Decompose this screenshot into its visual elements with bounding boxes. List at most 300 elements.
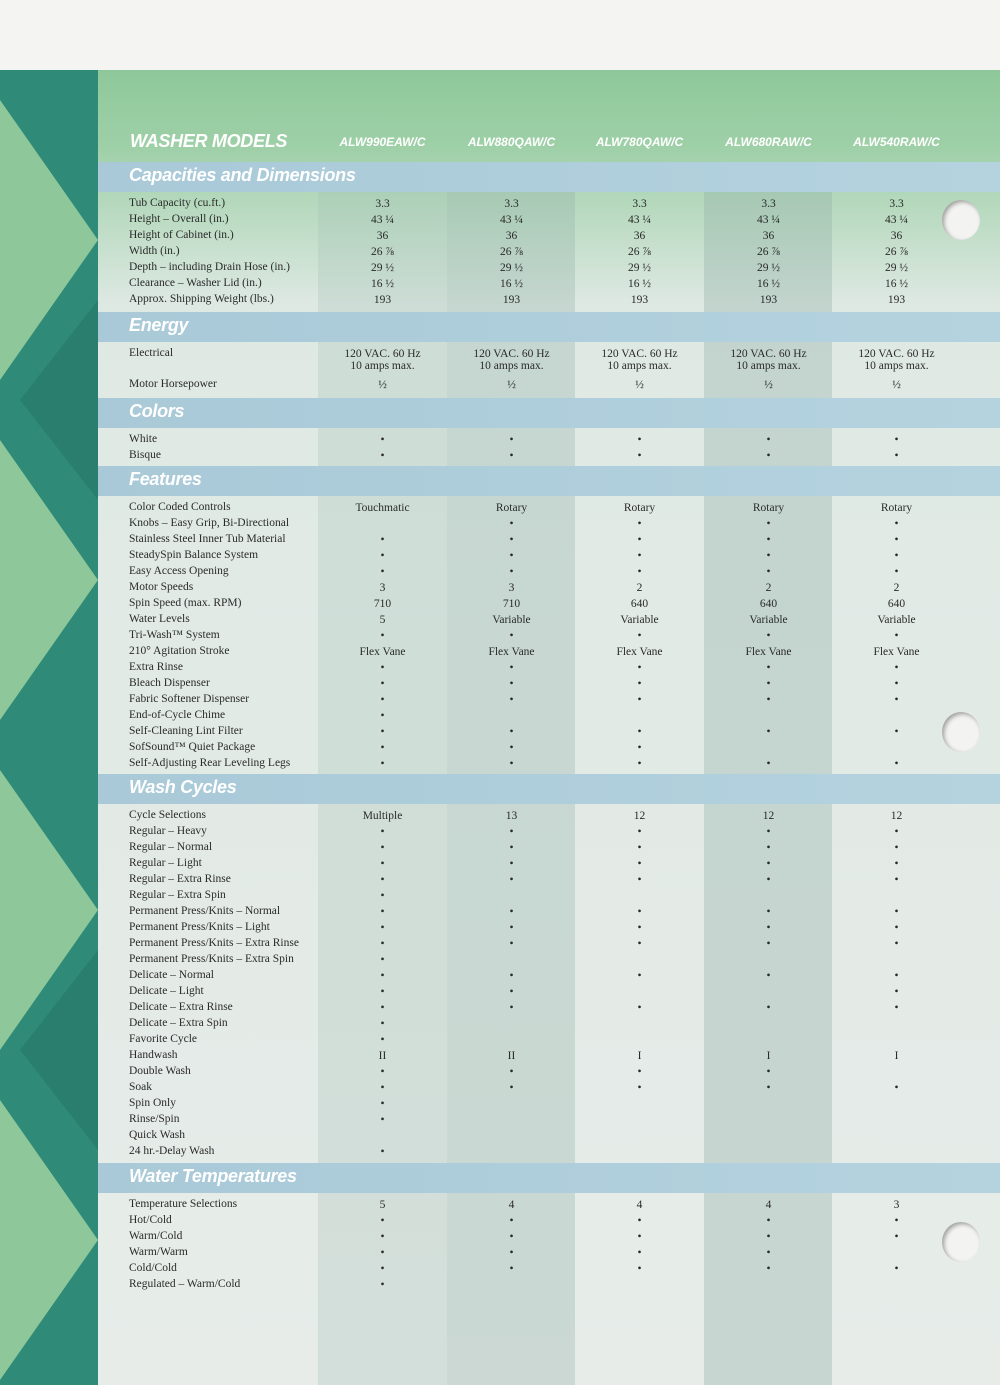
spec-label: Motor Horsepower bbox=[129, 378, 217, 390]
spec-value: 29 ½ bbox=[371, 262, 394, 274]
spec-row bbox=[98, 1001, 1000, 1017]
spec-label: End-of-Cycle Chime bbox=[129, 709, 226, 721]
spec-value: 3.3 bbox=[632, 198, 647, 210]
spec-label: Soak bbox=[129, 1081, 152, 1093]
spec-value: • bbox=[637, 1263, 642, 1275]
spec-value: 43 ¼ bbox=[757, 214, 780, 226]
spec-row bbox=[98, 581, 1000, 597]
spec-value: • bbox=[766, 1263, 771, 1275]
spec-value: • bbox=[380, 630, 385, 642]
spec-label: Extra Rinse bbox=[129, 661, 183, 673]
spec-row bbox=[98, 1246, 1000, 1262]
spec-value: • bbox=[766, 970, 771, 982]
spec-value: 26 ⅞ bbox=[757, 246, 780, 258]
spec-row bbox=[98, 985, 1000, 1001]
spec-value: Flex Vane bbox=[873, 646, 920, 658]
spec-row bbox=[98, 213, 1000, 229]
spec-row bbox=[98, 245, 1000, 261]
spec-value: • bbox=[894, 906, 899, 918]
model-name: ALW880QAW/C bbox=[467, 135, 556, 149]
spec-row bbox=[98, 1065, 1000, 1081]
spec-value: 3.3 bbox=[504, 198, 519, 210]
spec-value: • bbox=[766, 566, 771, 578]
spec-value: 120 VAC. 60 Hz bbox=[601, 348, 678, 360]
spec-value: • bbox=[509, 694, 514, 706]
spec-value: • bbox=[766, 630, 771, 642]
spec-row bbox=[98, 433, 1000, 449]
spec-value: • bbox=[380, 1082, 385, 1094]
spec-row bbox=[98, 1198, 1000, 1214]
spec-label: Spin Only bbox=[129, 1097, 176, 1109]
spec-value: II bbox=[378, 1050, 387, 1062]
table-title: WASHER MODELS bbox=[130, 131, 288, 151]
spec-value: II bbox=[507, 1050, 516, 1062]
spec-value: Touchmatic bbox=[355, 502, 410, 514]
spec-row bbox=[98, 709, 1000, 725]
spec-value: • bbox=[509, 758, 514, 770]
spec-row bbox=[98, 1113, 1000, 1129]
spec-value: • bbox=[637, 1231, 642, 1243]
spec-value: • bbox=[509, 518, 514, 530]
spec-value: • bbox=[894, 922, 899, 934]
spec-value: • bbox=[637, 1247, 642, 1259]
spec-value: • bbox=[380, 1034, 385, 1046]
spec-value: Variable bbox=[492, 614, 531, 626]
spec-label: Regular – Extra Spin bbox=[129, 889, 226, 901]
spec-value: 2 bbox=[765, 582, 772, 594]
section-header bbox=[98, 398, 1000, 428]
spec-value: 2 bbox=[636, 582, 643, 594]
spec-label: 24 hr.-Delay Wash bbox=[129, 1145, 215, 1157]
spec-row bbox=[98, 1081, 1000, 1097]
spec-row bbox=[98, 757, 1000, 773]
spec-value: • bbox=[509, 630, 514, 642]
spec-row bbox=[98, 725, 1000, 741]
spec-label: Approx. Shipping Weight (lbs.) bbox=[129, 293, 274, 305]
spec-value: 43 ¼ bbox=[500, 214, 523, 226]
spec-label: Permanent Press/Knits – Extra Spin bbox=[129, 953, 294, 965]
spec-label: Quick Wash bbox=[129, 1129, 186, 1141]
spec-value: • bbox=[509, 450, 514, 462]
spec-value: 16 ½ bbox=[371, 278, 394, 290]
spec-value: • bbox=[766, 938, 771, 950]
spec-value: • bbox=[380, 842, 385, 854]
spec-value: • bbox=[637, 906, 642, 918]
spec-value: • bbox=[766, 1002, 771, 1014]
spec-value: I bbox=[766, 1050, 771, 1062]
spec-value: • bbox=[766, 550, 771, 562]
spec-value: • bbox=[894, 874, 899, 886]
spec-row bbox=[98, 809, 1000, 825]
spec-value: • bbox=[637, 1002, 642, 1014]
spec-value: • bbox=[894, 630, 899, 642]
spec-label: Spin Speed (max. RPM) bbox=[129, 597, 242, 609]
spec-value: • bbox=[380, 678, 385, 690]
spec-value: 3.3 bbox=[761, 198, 776, 210]
spec-value: 16 ½ bbox=[500, 278, 523, 290]
spec-value: 26 ⅞ bbox=[628, 246, 651, 258]
spec-value: ½ bbox=[378, 379, 387, 391]
spec-value: • bbox=[380, 450, 385, 462]
spec-value: • bbox=[766, 662, 771, 674]
section-title: Water Temperatures bbox=[129, 1166, 297, 1186]
spec-value: • bbox=[637, 550, 642, 562]
spec-value: 29 ½ bbox=[628, 262, 651, 274]
spec-value: 10 amps max. bbox=[607, 360, 672, 372]
spec-value: 12 bbox=[890, 810, 903, 822]
spec-label: Motor Speeds bbox=[129, 581, 194, 593]
spec-value: • bbox=[766, 758, 771, 770]
spec-row bbox=[98, 378, 1000, 394]
spec-value: • bbox=[637, 678, 642, 690]
spec-value: • bbox=[380, 566, 385, 578]
spec-value: • bbox=[380, 710, 385, 722]
spec-value: • bbox=[509, 434, 514, 446]
spec-label: Handwash bbox=[129, 1049, 178, 1061]
spec-row bbox=[98, 873, 1000, 889]
spec-value: • bbox=[637, 938, 642, 950]
spec-row bbox=[98, 1017, 1000, 1033]
triangle-decoration bbox=[0, 1100, 98, 1380]
spec-value: • bbox=[637, 630, 642, 642]
spec-value: 640 bbox=[887, 598, 906, 610]
spec-value: Rotary bbox=[752, 502, 785, 514]
spec-value: • bbox=[766, 826, 771, 838]
spec-value: 43 ¼ bbox=[628, 214, 651, 226]
spec-value: • bbox=[380, 550, 385, 562]
spec-value: 5 bbox=[379, 614, 386, 626]
spec-value: • bbox=[380, 1066, 385, 1078]
spec-value: 3.3 bbox=[889, 198, 904, 210]
spec-value: • bbox=[509, 986, 514, 998]
spec-row bbox=[98, 889, 1000, 905]
spec-value: • bbox=[894, 662, 899, 674]
spec-value: 193 bbox=[759, 294, 778, 306]
spec-value: Multiple bbox=[362, 810, 403, 822]
spec-value: • bbox=[637, 694, 642, 706]
spec-label: White bbox=[129, 433, 158, 445]
spec-value: • bbox=[509, 906, 514, 918]
spec-value: 36 bbox=[376, 230, 389, 242]
spec-value: • bbox=[766, 694, 771, 706]
spec-label: Regular – Extra Rinse bbox=[129, 873, 231, 885]
spec-value: • bbox=[766, 726, 771, 738]
spec-label: Water Levels bbox=[129, 613, 190, 625]
binder-hole bbox=[942, 712, 980, 752]
spec-value: ½ bbox=[764, 379, 773, 391]
spec-row bbox=[98, 359, 1000, 375]
spec-label: Regular – Heavy bbox=[129, 825, 207, 837]
spec-value: I bbox=[894, 1050, 899, 1062]
spec-value: • bbox=[380, 874, 385, 886]
spec-value: • bbox=[380, 986, 385, 998]
spec-value: 5 bbox=[379, 1199, 386, 1211]
spec-value: • bbox=[380, 1018, 385, 1030]
spec-value: 16 ½ bbox=[757, 278, 780, 290]
spec-value: • bbox=[637, 858, 642, 870]
spec-value: • bbox=[894, 678, 899, 690]
binder-hole bbox=[942, 1222, 980, 1262]
spec-row bbox=[98, 229, 1000, 245]
spec-value: • bbox=[894, 842, 899, 854]
spec-value: 3 bbox=[893, 1199, 900, 1211]
spec-value: • bbox=[380, 970, 385, 982]
spec-label: Easy Access Opening bbox=[129, 565, 229, 577]
spec-value: • bbox=[509, 970, 514, 982]
spec-label: Regulated – Warm/Cold bbox=[129, 1278, 241, 1290]
spec-value: 16 ½ bbox=[885, 278, 908, 290]
spec-label: Depth – including Drain Hose (in.) bbox=[129, 261, 290, 273]
spec-value: • bbox=[637, 1215, 642, 1227]
spec-row bbox=[98, 597, 1000, 613]
spec-value: • bbox=[894, 938, 899, 950]
spec-value: 120 VAC. 60 Hz bbox=[473, 348, 550, 360]
spec-value: • bbox=[894, 726, 899, 738]
section-header bbox=[98, 1163, 1000, 1193]
section-title: Colors bbox=[129, 401, 185, 421]
spec-value: • bbox=[894, 758, 899, 770]
spec-label: SofSound™ Quiet Package bbox=[129, 741, 256, 753]
spec-label: Tub Capacity (cu.ft.) bbox=[129, 197, 226, 209]
spec-value: • bbox=[894, 986, 899, 998]
spec-value: 2 bbox=[893, 582, 900, 594]
spec-value: 43 ¼ bbox=[885, 214, 908, 226]
spec-label: Warm/Warm bbox=[129, 1246, 188, 1258]
spec-value: • bbox=[766, 450, 771, 462]
model-name: ALW780QAW/C bbox=[595, 135, 684, 149]
section-header bbox=[98, 312, 1000, 342]
spec-value: ½ bbox=[507, 379, 516, 391]
spec-value: 36 bbox=[633, 230, 646, 242]
spec-row bbox=[98, 1049, 1000, 1065]
spec-value: • bbox=[380, 534, 385, 546]
spec-value: • bbox=[637, 566, 642, 578]
spec-label: Permanent Press/Knits – Normal bbox=[129, 905, 281, 917]
spec-value: 193 bbox=[373, 294, 392, 306]
spec-value: • bbox=[894, 858, 899, 870]
spec-value: 26 ⅞ bbox=[500, 246, 523, 258]
spec-value: • bbox=[509, 858, 514, 870]
spec-value: 3 bbox=[508, 582, 515, 594]
spec-value: • bbox=[637, 758, 642, 770]
spec-value: 10 amps max. bbox=[736, 360, 801, 372]
spec-row bbox=[98, 953, 1000, 969]
spec-value: • bbox=[509, 1231, 514, 1243]
spec-row bbox=[98, 517, 1000, 533]
spec-value: • bbox=[637, 842, 642, 854]
spec-row bbox=[98, 277, 1000, 293]
spec-label: Fabric Softener Dispenser bbox=[129, 693, 250, 705]
spec-value: 3 bbox=[379, 582, 386, 594]
spec-value: • bbox=[894, 1231, 899, 1243]
spec-value: • bbox=[766, 434, 771, 446]
spec-row bbox=[98, 741, 1000, 757]
spec-label: Delicate – Light bbox=[129, 985, 204, 997]
spec-value: • bbox=[766, 1247, 771, 1259]
spec-value: Variable bbox=[877, 614, 916, 626]
spec-value: 26 ⅞ bbox=[885, 246, 908, 258]
spec-value: • bbox=[894, 1082, 899, 1094]
spec-label: Bisque bbox=[129, 449, 161, 461]
spec-row bbox=[98, 1033, 1000, 1049]
spec-value: 10 amps max. bbox=[864, 360, 929, 372]
spec-value: • bbox=[637, 970, 642, 982]
decorative-side-strip bbox=[0, 70, 98, 1385]
spec-value: 12 bbox=[633, 810, 646, 822]
spec-label: Bleach Dispenser bbox=[129, 677, 210, 689]
spec-value: • bbox=[380, 1231, 385, 1243]
spec-value: 193 bbox=[887, 294, 906, 306]
spec-row bbox=[98, 1097, 1000, 1113]
spec-value: • bbox=[380, 1146, 385, 1158]
spec-value: 120 VAC. 60 Hz bbox=[730, 348, 807, 360]
spec-label: Height of Cabinet (in.) bbox=[129, 229, 234, 241]
spec-row bbox=[98, 677, 1000, 693]
spec-value: • bbox=[380, 694, 385, 706]
spec-value: Flex Vane bbox=[488, 646, 535, 658]
section-header bbox=[98, 466, 1000, 496]
spec-value: • bbox=[380, 1279, 385, 1291]
spec-row bbox=[98, 565, 1000, 581]
spec-row bbox=[98, 1214, 1000, 1230]
spec-label: Width (in.) bbox=[129, 245, 180, 257]
spec-value: 13 bbox=[505, 810, 518, 822]
spec-value: ½ bbox=[635, 379, 644, 391]
spec-label: Cold/Cold bbox=[129, 1262, 177, 1274]
spec-value: • bbox=[637, 1082, 642, 1094]
spec-value: Variable bbox=[749, 614, 788, 626]
spec-value: 640 bbox=[630, 598, 649, 610]
spec-value: • bbox=[637, 662, 642, 674]
triangle-decoration bbox=[0, 440, 98, 720]
spec-value: • bbox=[894, 1215, 899, 1227]
spec-value: • bbox=[894, 694, 899, 706]
spec-row bbox=[98, 857, 1000, 873]
binder-hole bbox=[942, 200, 980, 240]
spec-value: • bbox=[509, 534, 514, 546]
spec-value: • bbox=[637, 726, 642, 738]
spec-row bbox=[98, 969, 1000, 985]
spec-label: Favorite Cycle bbox=[129, 1033, 198, 1045]
spec-label: Stainless Steel Inner Tub Material bbox=[129, 533, 286, 545]
spec-value: • bbox=[766, 1231, 771, 1243]
spec-label: Warm/Cold bbox=[129, 1230, 183, 1242]
spec-label: Color Coded Controls bbox=[129, 501, 231, 513]
spec-value: • bbox=[894, 1263, 899, 1275]
spec-row bbox=[98, 613, 1000, 629]
spec-label: Regular – Light bbox=[129, 857, 202, 869]
spec-row bbox=[98, 501, 1000, 517]
spec-value: • bbox=[637, 534, 642, 546]
spec-label: SteadySpin Balance System bbox=[129, 549, 259, 561]
spec-value: 4 bbox=[636, 1199, 643, 1211]
spec-value: • bbox=[380, 906, 385, 918]
spec-value: • bbox=[380, 726, 385, 738]
table-header bbox=[98, 125, 1000, 165]
spec-value: 120 VAC. 60 Hz bbox=[344, 348, 421, 360]
spec-row bbox=[98, 841, 1000, 857]
spec-value: • bbox=[509, 662, 514, 674]
spec-label: Self-Adjusting Rear Leveling Legs bbox=[129, 757, 291, 769]
spec-label: Electrical bbox=[129, 347, 174, 359]
spec-value: 120 VAC. 60 Hz bbox=[858, 348, 935, 360]
spec-value: • bbox=[766, 906, 771, 918]
spec-value: 29 ½ bbox=[885, 262, 908, 274]
spec-label: Clearance – Washer Lid (in.) bbox=[129, 277, 262, 289]
spec-value: • bbox=[894, 450, 899, 462]
spec-value: • bbox=[380, 890, 385, 902]
spec-value: 640 bbox=[759, 598, 778, 610]
spec-row bbox=[98, 1262, 1000, 1278]
spec-value: 29 ½ bbox=[500, 262, 523, 274]
spec-value: • bbox=[637, 518, 642, 530]
spec-row bbox=[98, 921, 1000, 937]
spec-value: • bbox=[766, 1066, 771, 1078]
spec-value: • bbox=[509, 1082, 514, 1094]
spec-value: 43 ¼ bbox=[371, 214, 394, 226]
spec-value: • bbox=[509, 566, 514, 578]
spec-value: Flex Vane bbox=[745, 646, 792, 658]
spec-value: Rotary bbox=[880, 502, 913, 514]
spec-value: • bbox=[380, 922, 385, 934]
spec-value: 36 bbox=[505, 230, 518, 242]
spec-label: Hot/Cold bbox=[129, 1214, 172, 1226]
spec-row bbox=[98, 661, 1000, 677]
spec-value: • bbox=[380, 1247, 385, 1259]
spec-label: Tri-Wash™ System bbox=[129, 629, 220, 641]
spec-label: Delicate – Extra Spin bbox=[129, 1017, 228, 1029]
section-header bbox=[98, 774, 1000, 804]
spec-value: • bbox=[509, 938, 514, 950]
spec-value: 710 bbox=[373, 598, 392, 610]
spec-value: 29 ½ bbox=[757, 262, 780, 274]
spec-label: 210° Agitation Stroke bbox=[129, 645, 230, 657]
spec-value: • bbox=[637, 826, 642, 838]
section-header bbox=[98, 162, 1000, 192]
spec-value: • bbox=[509, 550, 514, 562]
spec-value: • bbox=[380, 434, 385, 446]
spec-label: Double Wash bbox=[129, 1065, 191, 1077]
spec-value: • bbox=[637, 874, 642, 886]
spec-value: • bbox=[380, 662, 385, 674]
spec-label: Rinse/Spin bbox=[129, 1113, 180, 1125]
spec-row bbox=[98, 549, 1000, 565]
spec-value: • bbox=[380, 826, 385, 838]
spec-row bbox=[98, 937, 1000, 953]
spec-value: • bbox=[509, 1263, 514, 1275]
spec-value: • bbox=[894, 566, 899, 578]
spec-row bbox=[98, 1129, 1000, 1145]
spec-label: Self-Cleaning Lint Filter bbox=[129, 725, 243, 737]
spec-value: 10 amps max. bbox=[479, 360, 544, 372]
model-name: ALW540RAW/C bbox=[853, 135, 940, 149]
spec-row bbox=[98, 449, 1000, 465]
spec-value: • bbox=[637, 922, 642, 934]
model-name: ALW680RAW/C bbox=[725, 135, 812, 149]
spec-row bbox=[98, 293, 1000, 309]
spec-row bbox=[98, 1145, 1000, 1161]
spec-value: Variable bbox=[620, 614, 659, 626]
spec-label: Delicate – Normal bbox=[129, 969, 214, 981]
spec-value: • bbox=[509, 1066, 514, 1078]
paper-margin bbox=[0, 0, 1000, 70]
spec-value: • bbox=[380, 1215, 385, 1227]
spec-label: Cycle Selections bbox=[129, 809, 206, 821]
spec-value: I bbox=[637, 1050, 642, 1062]
spec-row bbox=[98, 1278, 1000, 1294]
spec-value: • bbox=[380, 858, 385, 870]
spec-value: • bbox=[509, 1247, 514, 1259]
